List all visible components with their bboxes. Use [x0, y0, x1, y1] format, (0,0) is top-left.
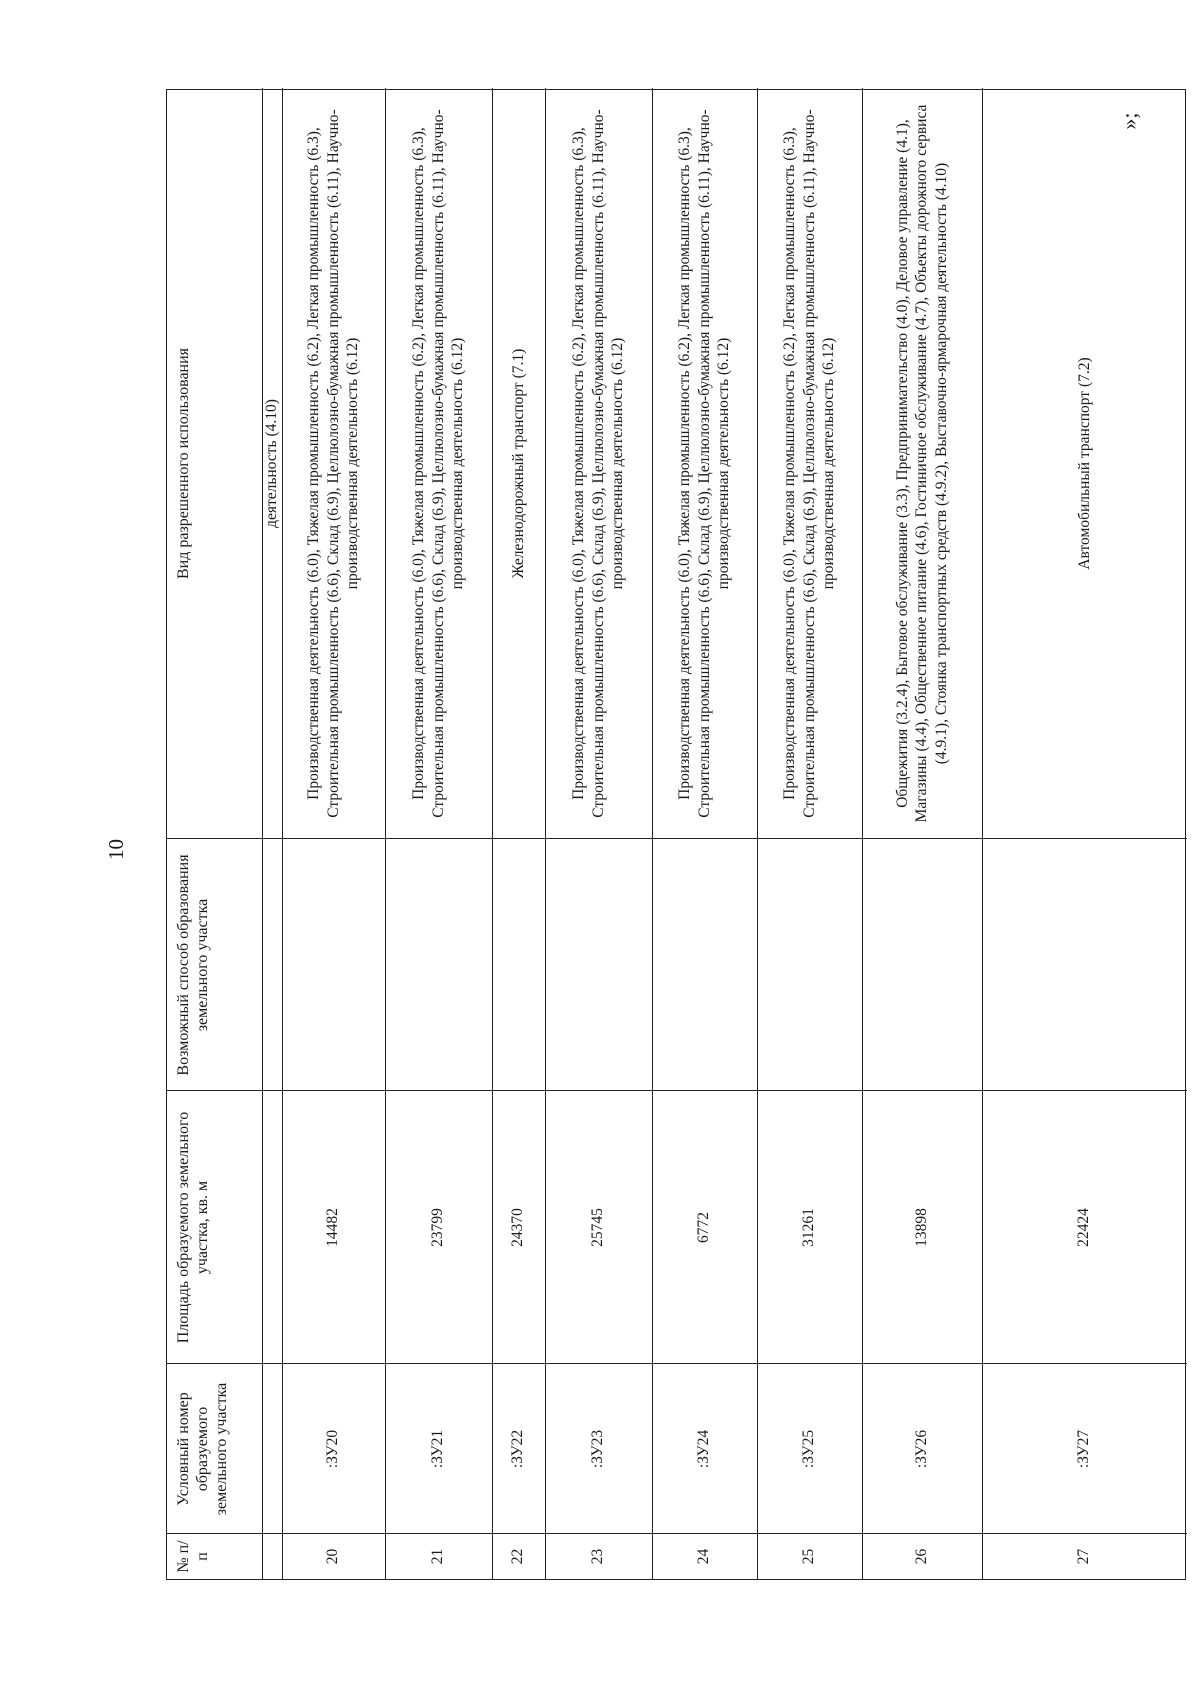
permitted-use: Производственная деятельность (6.0), Тяжелая промышленность (6.2), Легкая промышленность (6.3), Строительная промышленность (6.6), Склад (6.9), Целлюлозно-бумажная промышленность (6.11), Научно-производственная деятельность (6.12)	[410, 109, 467, 818]
row-number: 26	[912, 1548, 930, 1565]
permitted-use: Производственная деятельность (6.0), Тяжелая промышленность (6.2), Легкая промышленность (6.3), Строительная промышленность (6.6), Склад (6.9), Целлюлозно-бумажная промышленность (6.11), Научно-производственная деятельность (6.12)	[676, 109, 733, 818]
permitted-use: Автомобильный транспорт (7.2)	[1075, 357, 1093, 570]
permitted-use: Производственная деятельность (6.0), Тяжелая промышленность (6.2), Легкая промышленность (6.3), Строительная промышленность (6.6), Склад (6.9), Целлюлозно-бумажная промышленность (6.11), Научно-производственная деятельность (6.12)	[305, 109, 362, 818]
formation-method	[282, 839, 385, 1091]
formation-method	[982, 839, 1187, 1091]
permitted-use: Железнодорожный транспорт (7.1)	[509, 348, 527, 579]
plot-area: 13898	[912, 1208, 930, 1247]
plot-code: :ЗУ20	[324, 1429, 342, 1469]
plot-code: :ЗУ25	[800, 1429, 818, 1469]
plot-code: :ЗУ26	[912, 1429, 930, 1469]
plot-code: :ЗУ27	[1075, 1429, 1093, 1469]
land-plot-table	[166, 89, 1186, 1580]
formation-method	[545, 839, 652, 1091]
continuation-cell: деятельность (4.10)	[263, 399, 281, 528]
column-header: Вид разрешенного использования	[175, 347, 192, 580]
plot-area: 22424	[1075, 1208, 1093, 1247]
column-header: Возможный способ образования земельного участка	[175, 854, 211, 1076]
plot-code: :ЗУ22	[509, 1429, 527, 1469]
row-number: 27	[1075, 1548, 1093, 1565]
row-number: 21	[429, 1548, 447, 1565]
plot-area: 25745	[589, 1208, 607, 1247]
formation-method	[757, 839, 862, 1091]
plot-code: :ЗУ21	[429, 1429, 447, 1469]
plot-area: 14482	[324, 1208, 342, 1247]
rotated-page	[104, 89, 1186, 1580]
plot-code: :ЗУ23	[589, 1429, 607, 1469]
formation-method	[652, 839, 757, 1091]
row-number: 23	[589, 1548, 607, 1565]
plot-area: 24370	[509, 1208, 527, 1247]
row-number: 20	[324, 1548, 342, 1565]
page-number: 10	[104, 839, 128, 860]
plot-area: 31261	[800, 1208, 818, 1247]
row-number: 22	[509, 1548, 527, 1565]
formation-method	[492, 839, 545, 1091]
permitted-use: Производственная деятельность (6.0), Тяжелая промышленность (6.2), Легкая промышленность (6.3), Строительная промышленность (6.6), Склад (6.9), Целлюлозно-бумажная промышленность (6.11), Научно-производственная деятельность (6.12)	[570, 109, 627, 818]
row-number: 25	[800, 1548, 818, 1565]
plot-code: :ЗУ24	[695, 1429, 713, 1469]
permitted-use: Общежития (3.2.4), Бытовое обслуживание (3.3), Предпринимательство (4.0), Деловое управление (4.1), Магазины (4.4), Общественное питание (4.6), Гостиничное обслуживание (4.7), Объекты дорожного сервиса (4.9.1), Стоянка транспортных средств (4.9.2), Выставочно-ярмарочная деятельность (4.10)	[893, 104, 950, 823]
column-header: № п/п	[175, 1540, 211, 1573]
formation-method	[862, 839, 982, 1091]
plot-area: 6772	[695, 1212, 713, 1243]
column-header: Площадь образуемого земельного участка, кв. м	[175, 1111, 211, 1344]
formation-method	[385, 839, 492, 1091]
plot-area: 23799	[429, 1208, 447, 1247]
permitted-use: Производственная деятельность (6.0), Тяжелая промышленность (6.2), Легкая промышленность (6.3), Строительная промышленность (6.6), Склад (6.9), Целлюлозно-бумажная промышленность (6.11), Научно-производственная деятельность (6.12)	[781, 109, 838, 818]
column-header: Условный номер образуемого земельного участка	[175, 1382, 230, 1516]
closing-quote-mark: »;	[1116, 112, 1142, 130]
row-number: 24	[695, 1548, 713, 1565]
